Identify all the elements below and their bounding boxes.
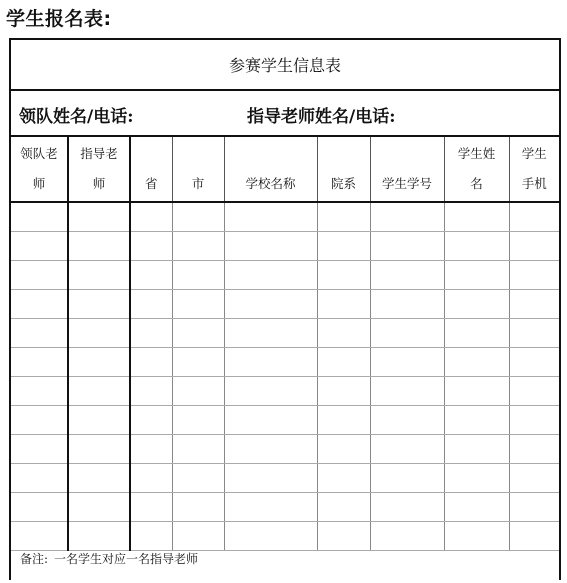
page-heading: 学生报名表: [6,8,112,30]
table-cell[interactable] [11,377,68,406]
table-cell[interactable] [317,522,370,551]
table-cell[interactable] [370,377,444,406]
table-cell[interactable] [370,406,444,435]
table-cell[interactable] [130,232,172,261]
table-cell[interactable] [68,261,130,290]
table-cell[interactable] [444,202,509,232]
table-cell[interactable] [370,522,444,551]
leader-contact-label: 领队姓名/电话: [19,107,134,127]
table-cell[interactable] [444,232,509,261]
table-cell[interactable] [444,290,509,319]
table-cell[interactable] [509,493,559,522]
table-cell[interactable] [224,377,317,406]
table-cell[interactable] [172,522,224,551]
table-cell[interactable] [130,319,172,348]
column-header-student-name: 学生姓 名 [444,137,509,202]
table-cell[interactable] [444,377,509,406]
table-cell[interactable] [11,202,68,232]
table-cell[interactable] [68,406,130,435]
table-cell[interactable] [317,232,370,261]
column-header-student-phone: 学生 手机 [509,137,559,202]
table-cell[interactable] [68,232,130,261]
table-cell[interactable] [172,406,224,435]
table-cell[interactable] [317,435,370,464]
table-cell[interactable] [370,319,444,348]
table-cell[interactable] [370,493,444,522]
table-cell[interactable] [172,377,224,406]
table-cell[interactable] [317,377,370,406]
column-header-department: 院系 [317,137,370,202]
table-cell[interactable] [224,261,317,290]
table-cell[interactable] [317,202,370,232]
table-cell[interactable] [11,464,68,493]
table-cell[interactable] [11,261,68,290]
table-cell[interactable] [172,261,224,290]
table-cell[interactable] [370,348,444,377]
form-title: 参赛学生信息表 [11,40,559,91]
table-cell[interactable] [68,435,130,464]
table-cell[interactable] [11,522,68,551]
table-cell[interactable] [509,348,559,377]
column-header-student-id: 学生学号 [370,137,444,202]
table-cell[interactable] [444,348,509,377]
column-header-school-name: 学校名称 [224,137,317,202]
table-cell[interactable] [172,290,224,319]
table-cell[interactable] [509,522,559,551]
table-cell[interactable] [172,202,224,232]
registration-form [9,38,561,580]
table-cell[interactable] [11,493,68,522]
table-cell[interactable] [172,232,224,261]
table-cell[interactable] [172,493,224,522]
table-cell[interactable] [317,261,370,290]
table-cell[interactable] [130,348,172,377]
table-cell[interactable] [68,522,130,551]
table-cell[interactable] [509,290,559,319]
table-cell[interactable] [317,464,370,493]
table-cell[interactable] [444,493,509,522]
column-header-city: 市 [172,137,224,202]
table-row [11,232,559,261]
table-cell[interactable] [68,377,130,406]
table-cell[interactable] [509,377,559,406]
table-cell[interactable] [224,522,317,551]
table-cell[interactable] [68,290,130,319]
table-cell[interactable] [370,202,444,232]
table-cell[interactable] [317,290,370,319]
note-row [11,550,559,567]
table-cell[interactable] [444,261,509,290]
table-cell[interactable] [509,435,559,464]
table-cell[interactable] [130,202,172,232]
table-cell[interactable] [509,319,559,348]
table-cell[interactable] [130,493,172,522]
table-row [11,319,559,348]
table-cell[interactable] [130,261,172,290]
table-cell[interactable] [130,435,172,464]
table-cell[interactable] [370,232,444,261]
table-cell[interactable] [224,493,317,522]
table-cell[interactable] [317,493,370,522]
table-cell[interactable] [370,261,444,290]
table-cell[interactable] [68,493,130,522]
table-cell[interactable] [224,464,317,493]
table-cell[interactable] [11,435,68,464]
table-row [11,493,559,522]
table-cell[interactable] [444,522,509,551]
table-cell[interactable] [11,319,68,348]
table-cell[interactable] [370,435,444,464]
table-cell[interactable] [172,348,224,377]
table-cell[interactable] [444,406,509,435]
table-cell[interactable] [224,348,317,377]
table-cell[interactable] [370,464,444,493]
table-row [11,435,559,464]
table-cell[interactable] [172,464,224,493]
note-text: 一名学生对应一名指导老师 [54,552,199,566]
table-cell[interactable] [68,202,130,232]
table-cell[interactable] [509,232,559,261]
table-cell[interactable] [172,435,224,464]
table-cell[interactable] [444,435,509,464]
table-header-row [11,137,559,202]
column-header-province: 省 [130,137,172,202]
table-cell[interactable] [317,406,370,435]
table-cell[interactable] [130,377,172,406]
table-cell[interactable] [130,290,172,319]
table-cell[interactable] [130,464,172,493]
table-cell[interactable] [444,319,509,348]
table-cell[interactable] [224,290,317,319]
table-row [11,290,559,319]
table-cell[interactable] [68,319,130,348]
column-header-leader-teacher: 领队老 师 [11,137,68,202]
table-cell[interactable] [224,435,317,464]
column-header-guide-teacher: 指导老 师 [68,137,130,202]
table-row [11,464,559,493]
table-cell[interactable] [317,348,370,377]
table-cell[interactable] [11,290,68,319]
table-cell[interactable] [509,261,559,290]
table-cell[interactable] [11,406,68,435]
table-cell[interactable] [224,232,317,261]
contact-row [11,91,559,137]
table-cell[interactable] [224,406,317,435]
table-cell[interactable] [11,232,68,261]
table-cell[interactable] [224,202,317,232]
teacher-contact-label: 指导老师姓名/电话: [247,107,396,127]
student-info-table [11,137,559,551]
table-row [11,348,559,377]
table-cell[interactable] [370,290,444,319]
table-row [11,406,559,435]
table-cell[interactable] [444,464,509,493]
table-row [11,377,559,406]
table-cell[interactable] [68,348,130,377]
table-row [11,522,559,551]
table-cell[interactable] [509,202,559,232]
table-cell[interactable] [317,319,370,348]
table-cell[interactable] [11,348,68,377]
table-row [11,261,559,290]
note-label: 备注: [20,552,49,566]
table-cell[interactable] [172,319,224,348]
table-cell[interactable] [224,319,317,348]
table-cell[interactable] [130,522,172,551]
table-cell[interactable] [130,406,172,435]
table-row [11,202,559,232]
table-cell[interactable] [509,464,559,493]
table-cell[interactable] [68,464,130,493]
table-cell[interactable] [509,406,559,435]
